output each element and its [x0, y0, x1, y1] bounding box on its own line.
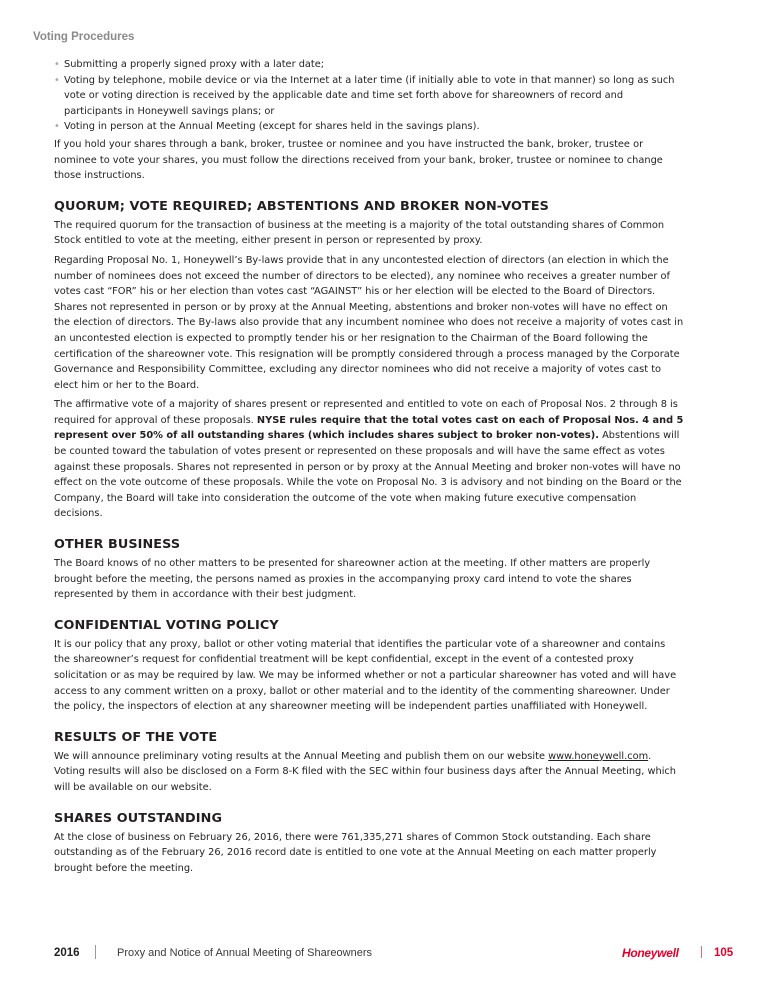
footer-year: 2016 — [54, 947, 80, 959]
section-header: Voting Procedures — [33, 31, 135, 43]
confidential-voting-paragraph: It is our policy that any proxy, ballot or other voting material that identifies the particular vote of a shareowner and contains the shareowner’s request for confidential treatment will be kept confidential, except in the event of a contested proxy solicitation or as may be required by law. We may be informed whether or not a particular shareowner has voted and will have access to any comment written on a proxy, ballot or other material and to the identity of the commenting shareowner. Under the policy, the inspectors of election at any shareowner meeting will be independent parties unaffiliated with Honeywell. — [54, 638, 677, 713]
bullet-icon: • — [54, 74, 60, 86]
revocation-list — [54, 57, 684, 135]
bullet-icon: • — [54, 121, 60, 133]
list-item: • Voting by telephone, mobile device or via the Internet at a later time (if initially able to vote in that manner) so long as such vote or voting direction is received by the applicable date and time set forth above for shareowners of record and participants in Honeywell savings plans; or — [54, 74, 675, 117]
list-item: • Submitting a properly signed proxy with a later date; — [54, 57, 684, 73]
intro-paragraph: If you hold your shares through a bank, broker, trustee or nominee and you have instructed the bank, broker, trustee or nominee to vote your shares, you must follow the directions received from your bank, broker, trustee or nominee to change those instructions. — [54, 138, 663, 182]
footer-divider — [95, 945, 96, 959]
results-heading: RESULTS OF THE VOTE — [54, 729, 218, 745]
page-number: 105 — [714, 947, 734, 959]
other-business-heading: OTHER BUSINESS — [54, 537, 181, 553]
confidential-voting-heading: CONFIDENTIAL VOTING POLICY — [54, 617, 279, 633]
quorum-paragraph-1: The required quorum for the transaction of business at the meeting is a majority of the total outstanding shares of Common Stock entitled to vote at the meeting, either present in person or represented by proxy. — [54, 219, 665, 247]
bullet-icon: • — [54, 59, 60, 70]
footer-divider — [701, 946, 702, 958]
nyse-rule-emphasis: NYSE rules require that the total votes cast on each of Proposal Nos. 4 and 5 represent over 50% of all outstanding shares (which includes shares subject to broker non-votes). — [54, 414, 684, 442]
content-body — [54, 57, 684, 880]
quorum-paragraph-2: Regarding Proposal No. 1, Honeywell’s By-laws provide that in any uncontested election of directors (an election in which the number of nominees does not exceed the number of directors to be elected), any nominee who receives a greater number of votes cast “FOR” his or her election than votes cast “AGAINST” his or her election will be elected to the Board of Directors. Shares not represented in person or by proxy at the Annual Meeting, abstentions and broker non-votes will have no effect on the election of directors. The By-laws also provide that any incumbent nominee who does not receive a majority of votes cast in an uncontested election is expected to promptly tender his or her resignation to the Chairman of the Board following the certification of the shareowner vote. This resignation will be promptly considered through a process managed by the Corporate Governance and Responsibility Committee, excluding any director nominees who did not receive a majority of votes cast to elect him or her to the Board. — [54, 254, 684, 391]
shares-outstanding-paragraph: At the close of business on February 26, 2016, there were 761,335,271 shares of Common Stock outstanding. Each share outstanding as of the February 26, 2016 record date is entitled to one vote at the Annual Meeting on each matter properly brought before the meeting. — [54, 831, 657, 874]
list-item: • Voting in person at the Annual Meeting (except for shares held in the savings plans). — [54, 119, 684, 135]
honeywell-website-link[interactable]: www.honeywell.com — [548, 750, 649, 762]
honeywell-logo: Honeywell — [622, 946, 679, 960]
page-footer — [0, 944, 768, 964]
quorum-heading: QUORUM; VOTE REQUIRED; ABSTENTIONS AND BROKER NON-VOTES — [54, 198, 549, 214]
results-paragraph: We will announce preliminary voting results at the Annual Meeting and publish them on our website www.honeywell.com. Voting results will also be disclosed on a Form 8-K filed with the SEC within four business days after the Annual Meeting, which will be available on our website. — [54, 750, 677, 793]
shares-outstanding-heading: SHARES OUTSTANDING — [54, 810, 223, 826]
other-business-paragraph: The Board knows of no other matters to be presented for shareowner action at the meeting. If other matters are properly brought before the meeting, the persons named as proxies in the accompanying proxy card intend to vote the shares represented by them in accordance with their best judgment. — [54, 558, 651, 601]
quorum-paragraph-3: The affirmative vote of a majority of shares present or represented and entitled to vote on each of Proposal Nos. 2 through 8 is required for approval of these proposals. NYSE rules require that the total votes cast on each of Proposal Nos. 4 and 5 represent over 50% of all outstanding shares (which includes shares subject to broker non-votes). Abstentions will be counted toward the tabulation of votes present or represented on these proposals and will have the same effect as votes against these proposals. Shares not represented in person or by proxy at the Annual Meeting and broker non-votes will have no effect on the vote outcome of these proposals. While the vote on Proposal No. 3 is advisory and not binding on the Board or the Company, the Board will take into consideration the outcome of the vote when making future executive compensation decisions. — [54, 399, 684, 520]
footer-title: Proxy and Notice of Annual Meeting of Shareowners — [117, 947, 372, 959]
